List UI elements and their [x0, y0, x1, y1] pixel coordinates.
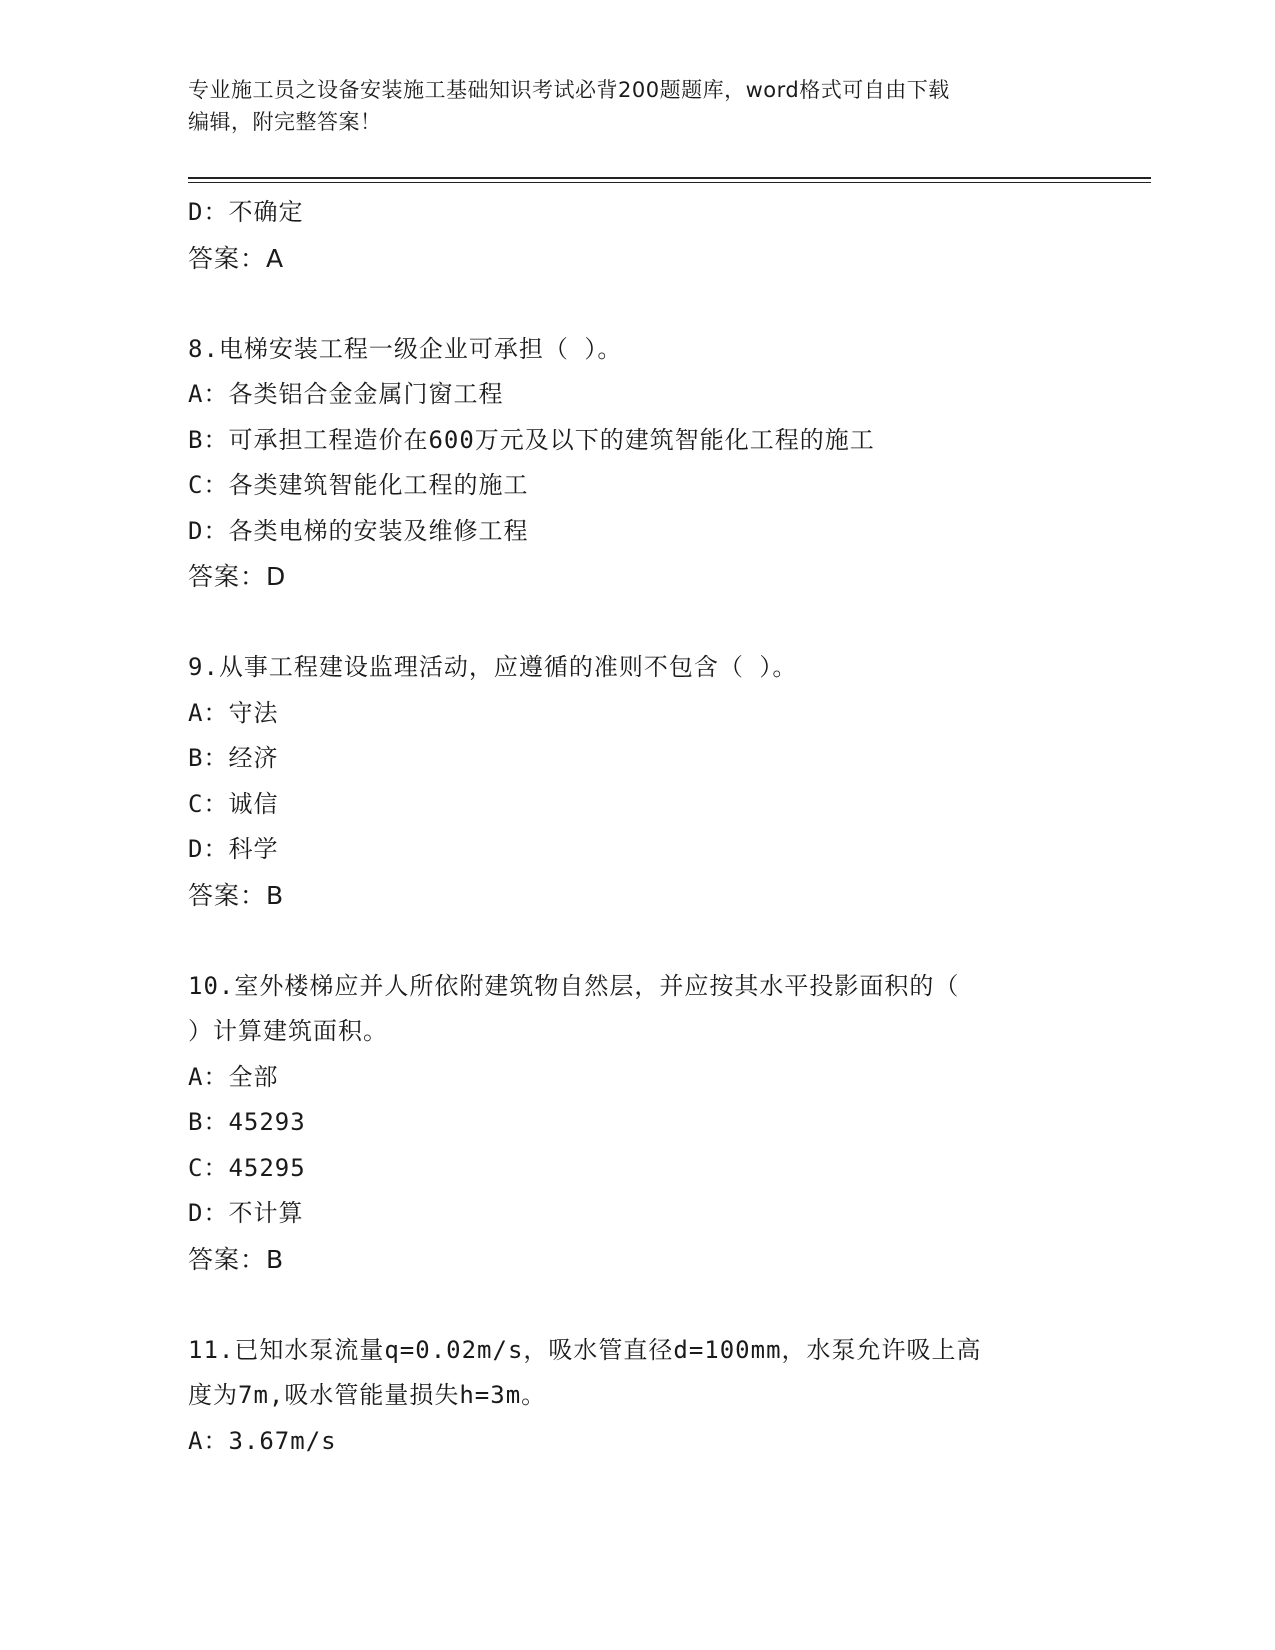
header-divider-thick	[188, 177, 1151, 179]
option-d: D：不确定	[188, 198, 304, 226]
question-8	[188, 327, 1138, 600]
question-11	[188, 1328, 1138, 1465]
option-c: C：45295	[188, 1153, 306, 1182]
answer: 答案：A	[188, 243, 285, 273]
prev-question-tail	[188, 190, 1138, 281]
option-d: D：科学	[188, 835, 279, 863]
option-c: C：诚信	[188, 789, 279, 818]
answer: 答案：B	[188, 1244, 285, 1274]
question-text: 8.电梯安装工程一级企业可承担（ ）。	[188, 334, 623, 363]
question-text-line1: 10.室外楼梯应并人所依附建筑物自然层，并应按其水平投影面积的（	[188, 971, 960, 1000]
option-d: D：不计算	[188, 1199, 304, 1227]
header-title-line2: 编辑，附完整答案！	[188, 110, 382, 134]
question-9	[188, 645, 1138, 918]
option-d: D：各类电梯的安装及维修工程	[188, 516, 529, 545]
option-a: A：全部	[188, 1062, 279, 1091]
question-text-line1: 11.已知水泵流量q=0.02m/s，吸水管直径d=100mm，水泵允许吸上高	[188, 1335, 982, 1364]
option-a: A：守法	[188, 698, 279, 727]
header-divider-thin	[188, 182, 1151, 183]
document-header	[188, 74, 1068, 138]
option-a: A：各类铝合金金属门窗工程	[188, 380, 504, 408]
option-a: A：3.67m/s	[188, 1426, 337, 1455]
question-10	[188, 964, 1138, 1283]
answer: 答案：B	[188, 880, 285, 910]
option-c: C：各类建筑智能化工程的施工	[188, 471, 529, 499]
question-text: 9.从事工程建设监理活动，应遵循的准则不包含（ ）。	[188, 653, 798, 681]
header-title-line1: 专业施工员之设备安装施工基础知识考试必背200题题库，word格式可自由下载	[188, 78, 950, 102]
question-list	[188, 190, 1138, 1464]
answer: 答案：D	[188, 562, 287, 591]
option-b: B：经济	[188, 744, 279, 772]
option-b: B：45293	[188, 1108, 306, 1136]
option-b: B：可承担工程造价在600万元及以下的建筑智能化工程的施工	[188, 425, 875, 454]
question-text-line2: 度为7m,吸水管能量损失h=3m。	[188, 1381, 547, 1409]
question-text-line2: ）计算建筑面积。	[188, 1017, 388, 1045]
